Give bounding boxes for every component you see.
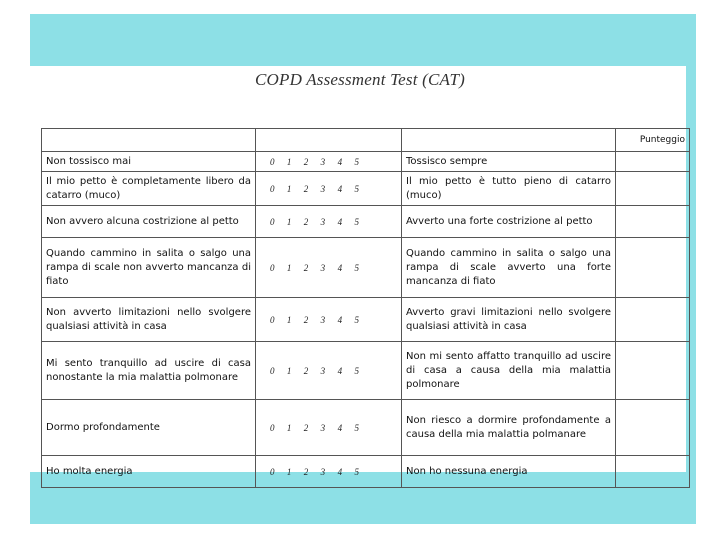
score-scale [256, 152, 402, 172]
score-cell[interactable] [616, 152, 690, 172]
score-scale [256, 238, 402, 298]
scale-value[interactable]: 1 [286, 156, 292, 167]
table-row [42, 456, 690, 488]
table-row [42, 152, 690, 172]
scale-value[interactable]: 5 [354, 422, 359, 433]
scale-value[interactable]: 0 [270, 183, 275, 194]
scale-value[interactable]: 0 [270, 422, 275, 433]
scale-value[interactable]: 4 [337, 156, 343, 167]
cat-questionnaire-table [41, 128, 690, 488]
scale-value[interactable]: 5 [354, 262, 359, 273]
negative-statement: Avverto una forte costrizione al petto [402, 206, 616, 238]
scale-value[interactable]: 2 [303, 466, 309, 477]
scale-value[interactable]: 1 [286, 262, 292, 273]
scale-value[interactable]: 4 [337, 365, 343, 376]
scale-value[interactable]: 1 [286, 466, 292, 477]
score-cell[interactable] [616, 456, 690, 488]
scale-value[interactable]: 4 [337, 314, 343, 325]
scale-value[interactable]: 0 [270, 216, 275, 227]
score-scale [256, 172, 402, 206]
scale-value[interactable]: 2 [303, 314, 309, 325]
scale-value[interactable]: 0 [270, 262, 275, 273]
scale-value[interactable]: 5 [354, 216, 359, 227]
negative-statement: Avverto gravi limitazioni nello svolgere qualsiasi attività in casa [402, 298, 616, 342]
scale-value[interactable]: 3 [320, 365, 326, 376]
scale-value[interactable]: 1 [286, 216, 292, 227]
score-scale [256, 298, 402, 342]
scale-value[interactable]: 3 [320, 216, 326, 227]
score-cell[interactable] [616, 400, 690, 456]
scale-value[interactable]: 3 [320, 422, 326, 433]
positive-statement: Ho molta energia [42, 456, 256, 488]
scale-value[interactable]: 2 [303, 216, 309, 227]
score-scale [256, 342, 402, 400]
positive-statement: Non avverto limitazioni nello svolgere qualsiasi attività in casa [42, 298, 256, 342]
score-cell[interactable] [616, 342, 690, 400]
scale-value[interactable]: 3 [320, 262, 326, 273]
scale-value[interactable]: 0 [270, 314, 275, 325]
scale-value[interactable]: 2 [303, 156, 309, 167]
score-cell[interactable] [616, 172, 690, 206]
positive-statement: Non tossisco mai [42, 152, 256, 172]
scale-value[interactable]: 5 [354, 156, 359, 167]
scale-value[interactable]: 5 [354, 314, 359, 325]
score-cell[interactable] [616, 206, 690, 238]
scale-value[interactable]: 1 [286, 422, 292, 433]
scale-value[interactable]: 2 [303, 183, 309, 194]
negative-statement: Il mio petto è tutto pieno di catarro (muco) [402, 172, 616, 206]
header-blank-left [42, 129, 256, 152]
scale-value[interactable]: 3 [320, 183, 326, 194]
page-title: COPD Assessment Test (CAT) [254, 70, 465, 89]
positive-statement: Dormo profondamente [42, 400, 256, 456]
header-blank-right [402, 129, 616, 152]
score-scale [256, 456, 402, 488]
scale-value[interactable]: 3 [320, 314, 326, 325]
scale-value[interactable]: 4 [337, 183, 343, 194]
header-blank-scale [256, 129, 402, 152]
scale-value[interactable]: 1 [286, 365, 292, 376]
table-row [42, 172, 690, 206]
table-row [42, 298, 690, 342]
scale-value[interactable]: 2 [303, 365, 309, 376]
positive-statement: Non avvero alcuna costrizione al petto [42, 206, 256, 238]
scale-value[interactable]: 2 [303, 422, 309, 433]
negative-statement: Tossisco sempre [402, 152, 616, 172]
scale-value[interactable]: 4 [337, 216, 343, 227]
score-header: Punteggio [616, 129, 690, 152]
score-cell[interactable] [616, 238, 690, 298]
scale-value[interactable]: 4 [337, 466, 343, 477]
scale-value[interactable]: 2 [303, 262, 309, 273]
negative-statement: Non ho nessuna energia [402, 456, 616, 488]
score-scale [256, 400, 402, 456]
scale-value[interactable]: 0 [270, 156, 275, 167]
table-row [42, 206, 690, 238]
negative-statement: Non riesco a dormire profondamente a causa della mia malattia polmanare [402, 400, 616, 456]
scale-value[interactable]: 4 [337, 422, 343, 433]
table-header-row [42, 129, 690, 152]
scale-value[interactable]: 5 [354, 466, 359, 477]
negative-statement: Quando cammino in salita o salgo una rampa di scale avverto una forte mancanza di fiato [402, 238, 616, 298]
table-row [42, 400, 690, 456]
score-scale [256, 206, 402, 238]
table-row [42, 342, 690, 400]
positive-statement: Mi sento tranquillo ad uscire di casa nonostante la mia malattia polmonare [42, 342, 256, 400]
scale-value[interactable]: 0 [270, 466, 275, 477]
positive-statement: Il mio petto è completamente libero da catarro (muco) [42, 172, 256, 206]
table-row [42, 238, 690, 298]
scale-value[interactable]: 1 [286, 314, 292, 325]
scale-value[interactable]: 4 [337, 262, 343, 273]
scale-value[interactable]: 5 [354, 365, 359, 376]
scale-value[interactable]: 3 [320, 156, 326, 167]
scale-value[interactable]: 3 [320, 466, 326, 477]
positive-statement: Quando cammino in salita o salgo una rampa di scale non avverto mancanza di fiato [42, 238, 256, 298]
scale-value[interactable]: 0 [270, 365, 275, 376]
negative-statement: Non mi sento affatto tranquillo ad uscire di casa a causa della mia malattia polmonare [402, 342, 616, 400]
score-cell[interactable] [616, 298, 690, 342]
scale-value[interactable]: 1 [286, 183, 292, 194]
scale-value[interactable]: 5 [354, 183, 359, 194]
